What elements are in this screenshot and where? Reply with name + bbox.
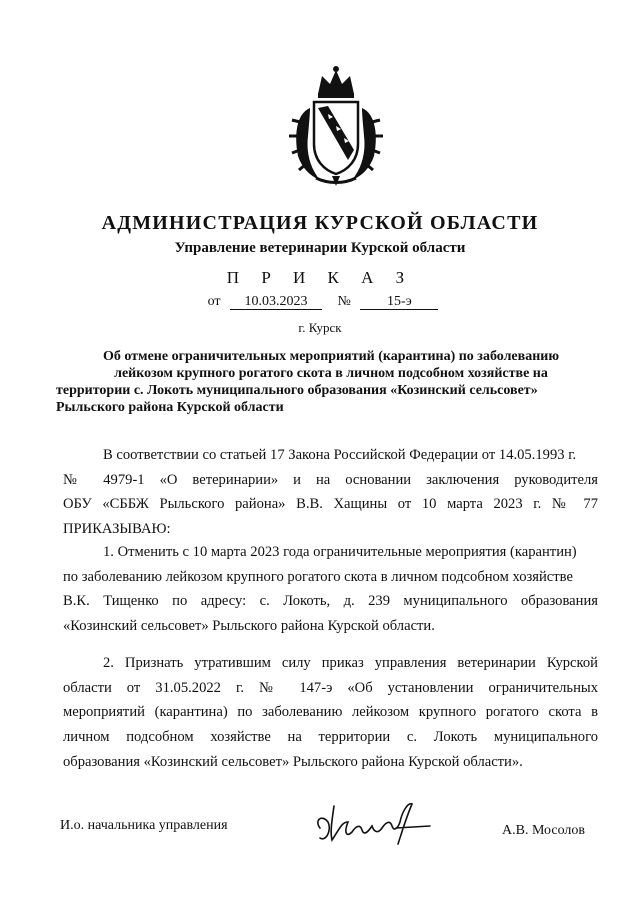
- paragraph-line: 1. Отменить с 10 марта 2023 года ограничительные мероприятия (карантин): [103, 544, 577, 560]
- paragraph-line: № 4979-1 «О ветеринарии» и на основании заключения руководителя: [63, 471, 598, 488]
- date-value: 10.03.2023: [230, 294, 322, 310]
- document-type: П Р И К А З: [226, 268, 414, 287]
- order-item-1: [63, 540, 598, 639]
- department-name: Управление ветеринарии Курской области: [174, 240, 466, 256]
- number-value: 15-э: [360, 294, 438, 310]
- paragraph-line: «Козинский сельсовет» Рыльского района Курской области.: [63, 618, 435, 635]
- paragraph-line: В соответствии со статьей 17 Закона Российской Федерации от 14.05.1993 г.: [103, 447, 577, 463]
- order-subject: [56, 348, 606, 416]
- handwritten-signature: [312, 798, 442, 848]
- paragraph-line: мероприятий (карантина) по заболеванию лейкозом крупного рогатого скота в: [63, 704, 598, 721]
- order-keyword: ПРИКАЗЫВАЮ:: [63, 521, 171, 538]
- subject-line: территории с. Локоть муниципального образования «Козинский сельсовет»: [56, 383, 538, 398]
- paragraph-line: образования «Козинский сельсовет» Рыльского района Курской области».: [63, 753, 523, 770]
- paragraph-line: ОБУ «СББЖ Рыльского района» В.В. Хащины от 10 марта 2023 г. № 77: [63, 496, 598, 513]
- kursk-coat-of-arms-icon: [288, 64, 384, 188]
- signatory-role: И.о. начальника управления: [60, 818, 228, 833]
- preamble-paragraph: [63, 443, 598, 542]
- org-title: АДМИНИСТРАЦИЯ КУРСКОЙ ОБЛАСТИ: [101, 212, 539, 234]
- order-item-2: [63, 651, 598, 775]
- date-label: от: [207, 294, 221, 309]
- paragraph-line: личном подсобном хозяйстве на территории с. Локоть муниципального: [63, 729, 598, 746]
- subject-line: Рыльского района Курской области: [56, 400, 284, 415]
- date-number-line: [0, 294, 640, 310]
- signatory-name: А.В. Мосолов: [502, 823, 586, 838]
- paragraph-line: 2. Признать утратившим силу приказ управления ветеринарии Курской: [103, 655, 598, 671]
- paragraph-line: области от 31.05.2022 г. № 147-э «Об установлении ограничительных: [63, 679, 598, 696]
- paragraph-line: В.К. Тищенко по адресу: с. Локоть, д. 239 муниципального образования: [63, 593, 598, 610]
- number-label: №: [337, 294, 351, 309]
- city: г. Курск: [298, 320, 342, 335]
- subject-line: лейкозом крупного рогатого скота в личном подсобном хозяйстве на: [114, 366, 548, 381]
- subject-line: Об отмене ограничительных мероприятий (карантина) по заболеванию: [102, 349, 560, 364]
- paragraph-line: по заболеванию лейкозом крупного рогатого скота в личном подсобном хозяйстве: [63, 568, 573, 585]
